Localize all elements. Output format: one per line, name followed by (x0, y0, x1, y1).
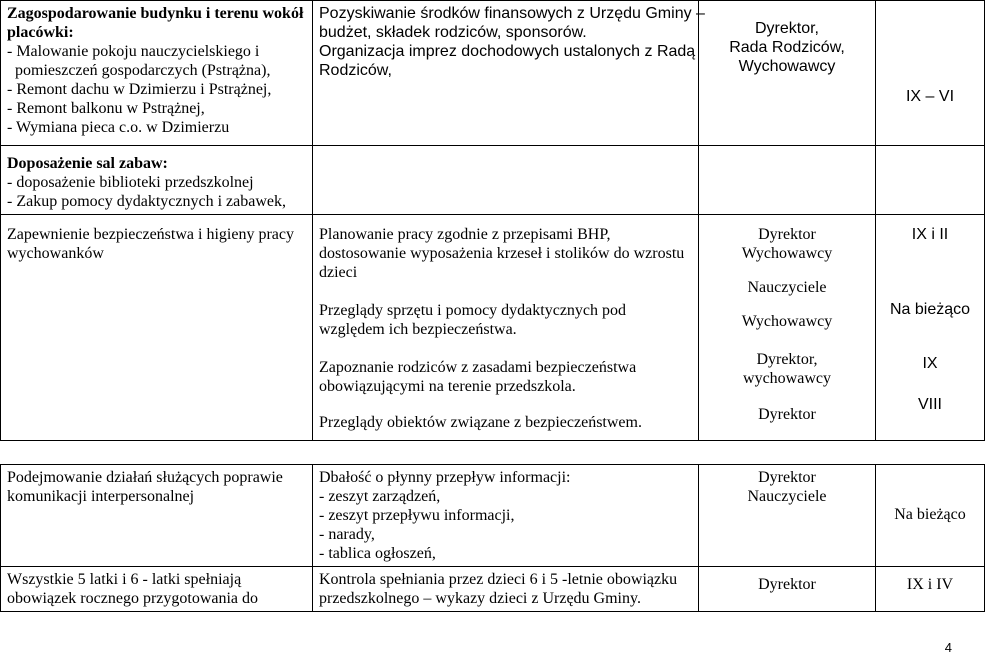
task-item: - Remont balkonu w Pstrążnej, (7, 100, 205, 117)
responsible-line: Nauczyciele (747, 279, 827, 296)
deadline-cell (876, 215, 985, 441)
table-row (1, 146, 985, 215)
responsible-line: wychowawcy (743, 370, 831, 387)
task-line: wychowanków (7, 245, 104, 262)
method-item: - tablica ogłoszeń, (319, 545, 436, 562)
method-cell (313, 465, 699, 567)
responsible-cell (699, 146, 876, 215)
deadline-text: VIII (917, 396, 942, 413)
responsible-line: Dyrektor (758, 406, 816, 423)
plan-table-lower (0, 464, 985, 612)
method-line: względem ich bezpieczeństwa. (319, 321, 517, 338)
method-item: - zeszyt przepływu informacji, (319, 507, 515, 524)
responsible-line: Dyrektor (758, 469, 816, 486)
table-row (1, 567, 985, 612)
method-cell (313, 567, 699, 612)
method-line: dzieci (319, 264, 358, 281)
deadline-text: IX – VI (905, 88, 955, 105)
method-item: - zeszyt zarządzeń, (319, 488, 441, 505)
method-line: Rodziców, (319, 62, 392, 79)
task-title: Doposażenie sal zabaw: (7, 155, 168, 172)
responsible-line: Rada Rodziców, (729, 39, 845, 56)
task-line: komunikacji interpersonalnej (7, 488, 195, 505)
method-cell (313, 1, 705, 146)
deadline-text: IX i II (911, 226, 949, 243)
method-line: dostosowanie wyposażenia krzeseł i stolików do wzrostu (319, 245, 685, 262)
responsible-cell (699, 567, 876, 612)
table-row (1, 215, 985, 441)
responsible-line: Dyrektor, (756, 351, 818, 368)
deadline-cell (876, 146, 985, 215)
responsible-line: Wychowawcy (741, 245, 833, 262)
method-line: budżet, składek rodziców, sponsorów. (319, 24, 587, 41)
task-item: - Remont dachu w Dzimierzu i Pstrążnej, (7, 81, 272, 98)
method-line: Przeglądy sprzętu i pomocy dydaktycznych pod (319, 302, 627, 319)
task-line: Podejmowanie działań służących poprawie (7, 469, 283, 486)
method-cell (313, 146, 699, 215)
task-line: Wszystkie 5 latki i 6 - latki spełniają (7, 571, 242, 588)
method-cell (313, 215, 699, 441)
task-cell (1, 215, 313, 441)
method-line: Organizacja imprez dochodowych ustalonych z Radą (319, 43, 696, 60)
task-item: pomieszczeń gospodarczych (Pstrążna), (7, 62, 271, 79)
task-line: Zapewnienie bezpieczeństwa i higieny pracy (7, 226, 294, 243)
responsible-cell (699, 215, 876, 441)
method-title: Dbałość o płynny przepływ informacji: (319, 469, 571, 486)
responsible-line: Wychowawcy (738, 58, 836, 75)
task-cell (1, 1, 313, 146)
deadline-text: Na bieżąco (894, 506, 966, 523)
task-line: obowiązek rocznego przygotowania do (7, 590, 259, 607)
method-line: obowiązującymi na terenie przedszkola. (319, 378, 576, 395)
method-line: przedszkolnego – wykazy dzieci z Urzędu Gminy. (319, 590, 641, 607)
deadline-text: IX i IV (906, 576, 954, 593)
responsible-line: Dyrektor (758, 226, 816, 243)
task-item: - Malowanie pokoju nauczycielskiego i (7, 43, 260, 60)
responsible-line: Dyrektor (758, 576, 816, 593)
deadline-cell (876, 567, 985, 612)
task-item: - Zakup pomocy dydaktycznych i zabawek, (7, 193, 287, 210)
method-line: Planowanie pracy zgodnie z przepisami BHP, (319, 226, 611, 243)
page-number: 4 (944, 640, 952, 655)
responsible-line: Dyrektor, (754, 20, 819, 37)
responsible-line: Nauczyciele (747, 488, 827, 505)
deadline-text: Na bieżąco (889, 301, 971, 318)
method-line: Przeglądy obiektów związane z bezpieczeństwem. (319, 414, 642, 431)
task-cell (1, 465, 313, 567)
task-cell (1, 567, 313, 612)
task-cell (1, 146, 313, 215)
table-row (1, 465, 985, 567)
responsible-cell (699, 465, 876, 567)
task-item: - doposażenie biblioteki przedszkolnej (7, 174, 254, 191)
method-line: Pozyskiwanie środków finansowych z Urzędu Gminy – (319, 5, 705, 22)
deadline-cell (876, 465, 985, 567)
task-title: Zagospodarowanie budynku i terenu wokół placówki: (7, 5, 304, 41)
responsible-cell (699, 1, 876, 146)
deadline-cell (876, 1, 985, 146)
responsible-line: Wychowawcy (741, 313, 833, 330)
task-item: - Wymiana pieca c.o. w Dzimierzu (7, 119, 230, 136)
method-line: Zapoznanie rodziców z zasadami bezpieczeństwa (319, 359, 637, 376)
deadline-text: IX (922, 355, 938, 372)
method-line: Kontrola spełniania przez dzieci 6 i 5 -letnie obowiązku (319, 571, 678, 588)
method-item: - narady, (319, 526, 375, 543)
table-row (1, 1, 985, 146)
